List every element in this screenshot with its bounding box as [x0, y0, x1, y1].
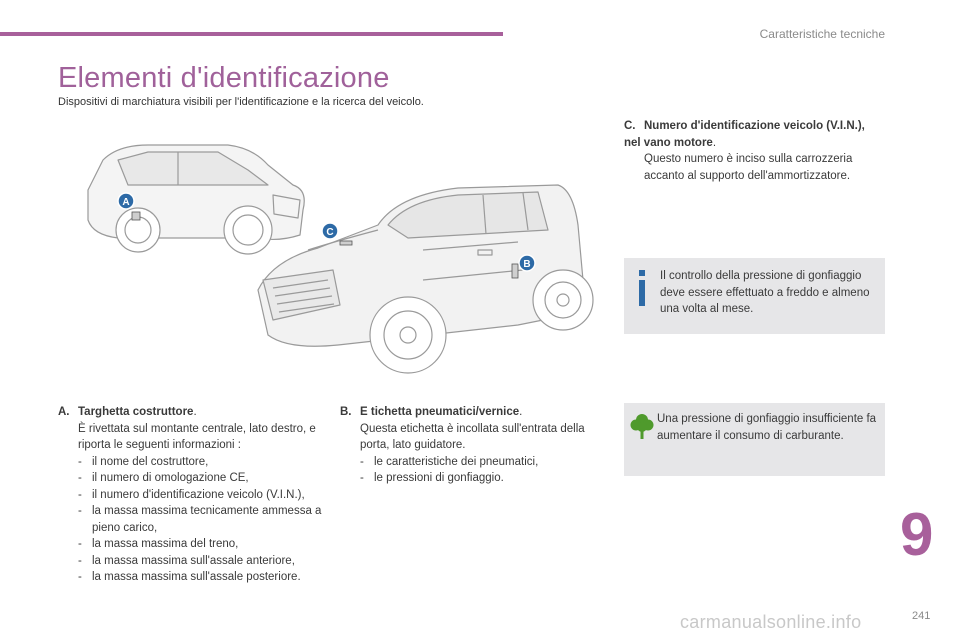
item-b-heading [340, 404, 585, 421]
list-item: - la massa massima del treno, [78, 536, 328, 553]
item-c-heading-suffix: . [712, 136, 717, 149]
marker-c-label: C [326, 227, 334, 238]
list-item: - il numero d'identificazione veicolo (V.I.N.), [78, 487, 328, 504]
item-b-list [340, 454, 585, 487]
header-accent-bar [0, 32, 503, 36]
marker-a [118, 193, 134, 209]
list-item: - la massa massima sull'assale anteriore, [78, 553, 328, 570]
page-number: 241 [912, 610, 931, 622]
item-c [624, 118, 884, 184]
item-c-heading-text: Numero d'identificazione veicolo (V.I.N.), nel vano motore [624, 120, 865, 149]
list-item: - il numero di omologazione CE, [78, 470, 328, 487]
item-a-heading [58, 404, 328, 421]
marker-c [322, 223, 338, 239]
list-item: - le pressioni di gonfiaggio. [360, 470, 585, 487]
section-title: Caratteristiche tecniche [759, 27, 885, 41]
list-item: - le caratteristiche dei pneumatici, [360, 454, 585, 471]
info-note [624, 258, 885, 334]
info-note-text: Il controllo della pressione di gonfiaggio deve essere effettuato a freddo e almeno una volta al mese. [660, 270, 870, 315]
vehicle-illustration [78, 130, 598, 400]
watermark: carmanualsonline.info [680, 612, 862, 632]
vehicle-drawing [78, 130, 598, 400]
item-b-heading-text: E tichetta pneumatici/vernice [360, 406, 520, 418]
item-c-label: C. [624, 120, 636, 132]
marker-a-label: A [122, 197, 130, 208]
marker-b [519, 255, 535, 271]
item-a [58, 404, 328, 586]
list-item: - la massa massima sull'assale posteriore. [78, 569, 328, 586]
chapter-number: 9 [900, 501, 934, 568]
eco-tree-icon [630, 413, 654, 439]
item-b-body: Questa etichetta è incollata sull'entrata della porta, lato guidatore. [360, 422, 585, 451]
item-a-heading-text: Targhetta costruttore [78, 406, 194, 418]
item-a-label: A. [58, 406, 70, 418]
list-item: - il nome del costruttore, [78, 454, 328, 471]
marker-b-label: B [523, 259, 531, 270]
item-a-list [58, 454, 328, 586]
item-a-heading-suffix: . [193, 406, 197, 418]
page-subtitle: Dispositivi di marchiatura visibili per l'identificazione e la ricerca del veicolo. [58, 96, 424, 108]
list-item: - la massa massima tecnicamente ammessa a pieno carico, [78, 503, 328, 536]
eco-note-text: Una pressione di gonfiaggio insufficiente fa aumentare il consumo di carburante. [657, 413, 877, 442]
item-c-heading [624, 118, 884, 151]
info-icon [634, 270, 650, 306]
eco-note [624, 403, 885, 476]
item-a-body: È rivettata sul montante centrale, lato destro, e riporta le seguenti informazioni : [78, 422, 316, 451]
item-b-heading-suffix: . [519, 406, 523, 418]
item-c-body: Questo numero è inciso sulla carrozzeria accanto al supporto dell'ammortizzatore. [644, 153, 853, 182]
page-title: Elementi d'identificazione [58, 62, 390, 94]
item-b [340, 404, 585, 487]
item-b-label: B. [340, 406, 352, 418]
